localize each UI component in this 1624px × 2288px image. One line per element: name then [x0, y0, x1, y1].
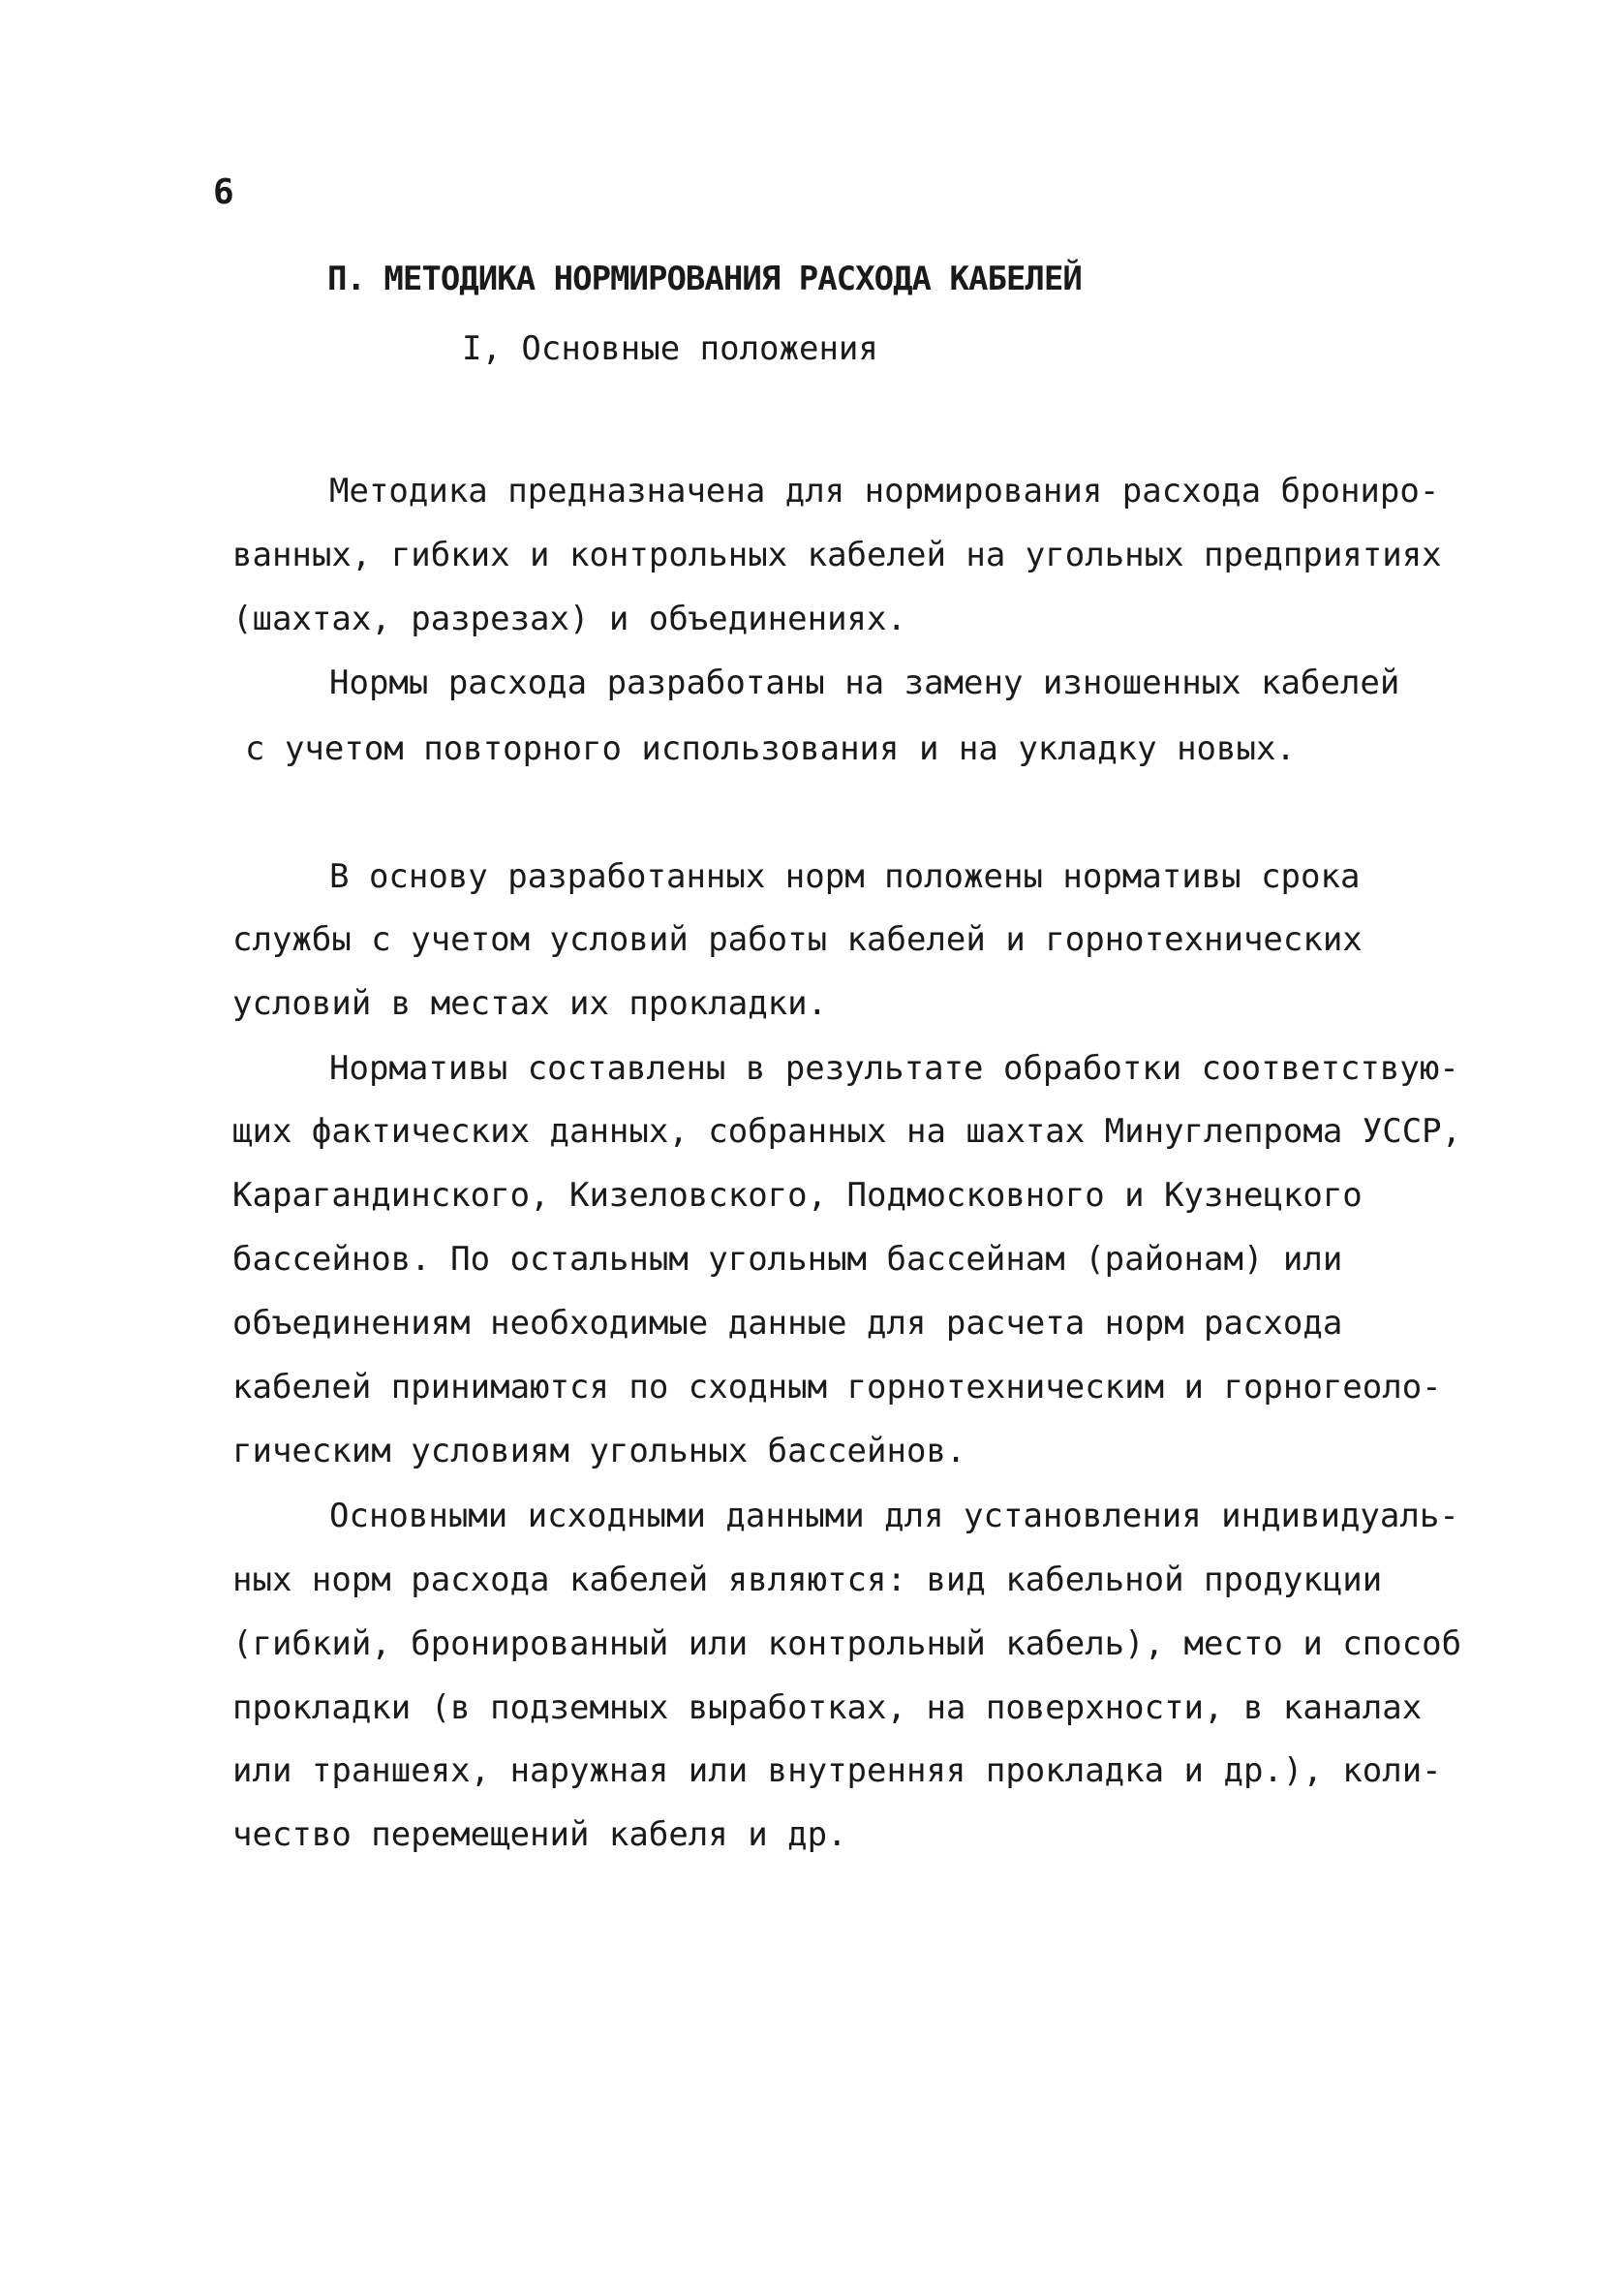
text-line: (гибкий, бронированный или контрольный кабель), место и способ	[232, 1624, 1462, 1663]
text-line: В основу разработанных норм положены нормативы срока	[329, 857, 1361, 896]
text-line: Методика предназначена для нормирования расхода брониро-	[329, 472, 1440, 510]
text-line: условий в местах их прокладки.	[232, 984, 828, 1023]
text-line: с учетом повторного использования и на укладку новых.	[245, 729, 1296, 768]
text-line: ных норм расхода кабелей являются: вид кабельной продукции	[232, 1561, 1383, 1599]
page-number: 6	[213, 172, 234, 212]
section-title: П. МЕТОДИКА НОРМИРОВАНИЯ РАСХОДА КАБЕЛЕЙ	[327, 260, 1082, 298]
text-line: ванных, гибких и контрольных кабелей на угольных предприятиях	[232, 536, 1442, 574]
text-line: гическим условиям угольных бассейнов.	[232, 1432, 966, 1470]
text-line: прокладки (в подземных выработках, на поверхности, в каналах	[232, 1688, 1423, 1727]
text-line: Нормы расхода разработаны на замену изношенных кабелей	[329, 664, 1400, 702]
text-line: щих фактических данных, собранных на шахтах Минуглепрома УССР,	[232, 1112, 1462, 1151]
subsection-title: I, Основные положения	[462, 329, 878, 368]
text-line: службы с учетом условий работы кабелей и горнотехнических	[232, 920, 1363, 959]
text-line: кабелей принимаются по сходным горнотехническим и горногеоло-	[232, 1368, 1442, 1407]
text-line: бассейнов. По остальным угольным бассейнам (районам) или	[232, 1240, 1343, 1279]
text-line: Карагандинского, Кизеловского, Подмосковного и Кузнецкого	[232, 1176, 1363, 1215]
text-line: (шахтах, разрезах) и объединениях.	[232, 600, 906, 638]
text-line: Нормативы составлены в результате обработки соответствую-	[329, 1049, 1459, 1088]
text-line: чество перемещений кабеля и др.	[232, 1815, 847, 1854]
text-line: объединениям необходимые данные для расчета норм расхода	[232, 1304, 1343, 1343]
text-line: или траншеях, наружная или внутренняя прокладка и др.), коли-	[232, 1751, 1442, 1790]
text-line: Основными исходными данными для установления индивидуаль-	[329, 1497, 1459, 1535]
